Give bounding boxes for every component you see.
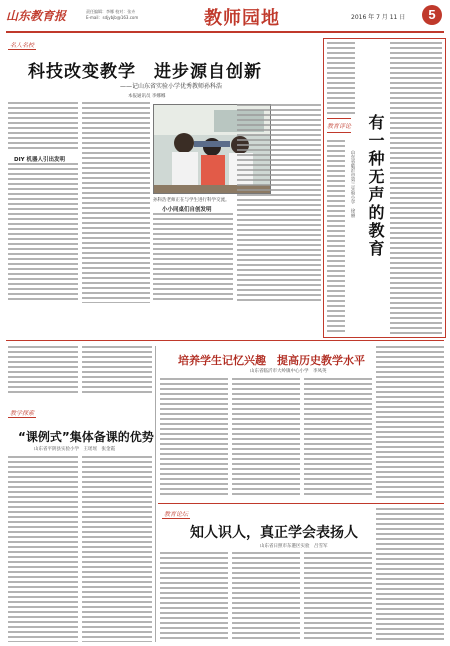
article-2-col-1 — [160, 378, 228, 498]
article-3-col-2 — [82, 456, 152, 642]
article-3-byline: 山东省平阴县实验小学 王瑶瑶 张金霞 — [34, 447, 115, 452]
article-4-col-4 — [376, 508, 444, 642]
lead-body-col-1b — [8, 163, 78, 303]
article-2-headline: 培养学生记忆兴趣 提高历史教学水平 — [178, 354, 365, 367]
lead-byline: 本报通讯员 李娜娜 — [128, 94, 166, 99]
lead-headline: 科技改变教学 进步源自创新 — [28, 62, 262, 82]
lead-body-col-4 — [237, 104, 321, 303]
section-divider-2 — [158, 503, 444, 504]
masthead — [6, 4, 444, 30]
article-4-byline: 山东省日照市东港区实验 吕雪军 — [260, 544, 328, 549]
article-2-byline: 山东省临沂市大岭镇中心小学 李凤英 — [250, 369, 327, 374]
masthead-rule — [6, 31, 444, 33]
lead-subhead-1: DIY 机器人引出发明 — [14, 157, 66, 163]
article-3-headline: “课例式”集体备课的优势 — [18, 430, 154, 444]
article-4-col-2 — [232, 552, 300, 642]
article-4-col-1 — [160, 552, 228, 642]
page-number-badge: 5 — [422, 5, 442, 25]
newspaper-logo: 山东教育报 — [6, 9, 67, 23]
editorial-title: 有一种无声的教育 — [366, 114, 385, 258]
section-divider-1 — [6, 340, 444, 341]
article-4-tag: 教育论坛 — [164, 511, 189, 518]
article-3-tag: 教学探索 — [10, 410, 35, 417]
editorial-col-a — [327, 42, 355, 114]
lead-subhead-2: 小小同桌们自创发明 — [162, 207, 212, 213]
article-4-headline: 知人识人，真正学会表扬人 — [190, 525, 358, 541]
article-2-col-2 — [232, 378, 300, 498]
issue-date: 2016 年 7 月 11 日 — [351, 14, 406, 21]
column-divider — [155, 346, 156, 642]
article-3-intro-col-a — [8, 346, 78, 396]
lead-body-col-1a — [8, 102, 78, 152]
photo-caption: 孙科浩老师正在与学生进行科学交流。 — [153, 198, 230, 203]
editorial-tag: 教育评论 — [327, 118, 351, 133]
lead-article-tag: 名人名校 — [10, 42, 35, 49]
editor-info: 责任编辑：李娜 校对：张卉 E-mail：sdjybjb@163.com — [86, 9, 139, 20]
article-3-intro-col-b — [82, 346, 152, 396]
article-2-col-4 — [376, 346, 444, 498]
section-title: 教师园地 — [204, 8, 280, 29]
editorial-col-c — [390, 42, 442, 334]
editorial-col-b — [327, 140, 345, 334]
lead-subheadline: ——记山东省实验小学优秀教师孙科浩 — [120, 83, 223, 90]
editorial-author: 山东省临沂市第三实验小学 徐丽 — [350, 150, 355, 218]
article-4-col-3 — [304, 552, 372, 642]
article-2-col-3 — [304, 378, 372, 498]
lead-body-col-3 — [153, 213, 233, 303]
article-3-col-1 — [8, 456, 78, 642]
lead-body-col-2 — [82, 102, 150, 303]
